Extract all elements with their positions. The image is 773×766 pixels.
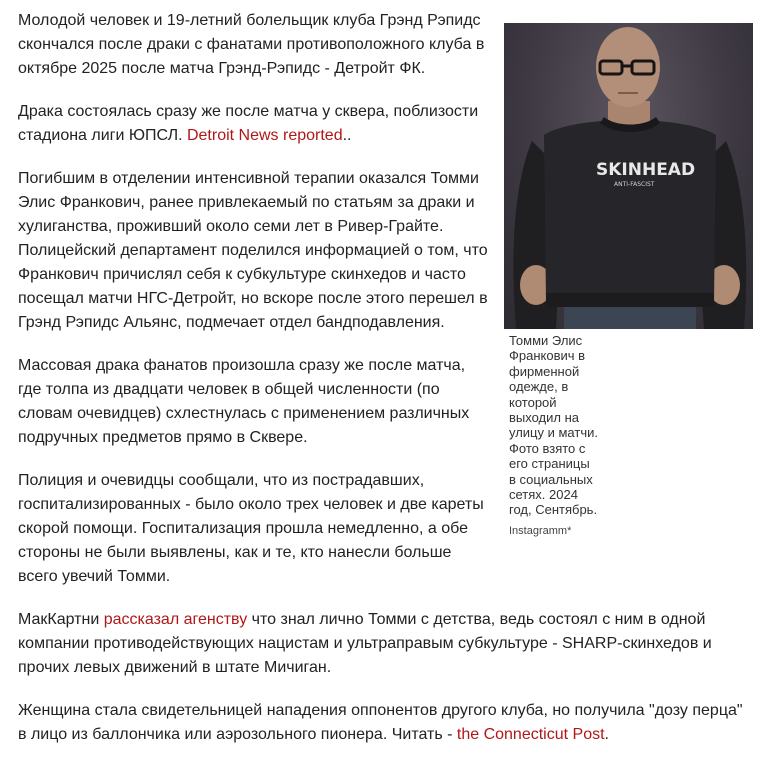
agency-link[interactable]: рассказал агенству [103, 611, 248, 628]
article-body [18, 9, 753, 766]
sweater [544, 120, 716, 303]
jeans [564, 307, 696, 329]
shirt-print-subtext: ANTI-FASCIST [614, 181, 655, 188]
paragraph-2-tail: .. [342, 127, 352, 144]
photo-illustration [504, 23, 753, 329]
article-photo[interactable] [504, 23, 753, 329]
shirt-print-text: SKINHEAD [596, 160, 696, 180]
paragraph-3: Погибшим в отделении интенсивной терапии оказался Томми Элис Франкович, ранее привлекаемый по статьям за драки и хулиганства, проживший около семи лет в Ривер-Грайте. Полицейский департамент поделился информацией о том, что Франкович причислял себя к субкультуре скинхедов и часто посещал матчи НГС-Детройт, но вскоре после этого перешел в Грэнд Рэпидс Альянс, подмечает отдел бандподавления. [18, 170, 488, 331]
paragraph-2-text: Драка состоялась сразу же после матча у сквера, поблизости стадиона лиги ЮПСЛ. [18, 103, 479, 144]
connecticut-post-link[interactable]: the Connecticut Post [456, 726, 605, 743]
article-figure [504, 23, 754, 537]
paragraph-7-tail: . [604, 726, 609, 743]
paragraph-7 [18, 699, 753, 747]
sweater-hem [546, 293, 714, 307]
paragraph-7-text: Женщина стала свидетельницей нападения оппонентов другого клуба, но получила "дозу перца" в лицо из баллончика или аэрозольного пионера. Читать - [18, 702, 743, 743]
paragraph-4: Массовая драка фанатов произошла сразу же после матча, где толпа из двадцати человек в общей численности (по словам очевидцев) схлестнулась с применением различных подручных предметов прямо в Сквере. [18, 357, 470, 446]
paragraph-6 [18, 608, 753, 680]
photo-caption: Томми Элис Франкович в фирменной одежде, в которой выходил на улицу и матчи. Фото взято с его страницы в социальных сетях. 2024 год, Сентябрь. [509, 333, 598, 518]
paragraph-6-start: МакКартни [18, 611, 104, 628]
paragraph-5: Полиция и очевидцы сообщали, что из пострадавших, госпитализированных - было около трех человек и две кареты скорой помощи. Госпитализация прошла немедленно, а обе стороны не были выявлены, как и те, кто нанесли больше всего увечий Томми. [18, 472, 484, 585]
paragraph-6-tail: что знал лично Томми с детства, ведь состоял с ним в одной компании противодействующих нацистам и ультраправым субкультуре - SHARP-скинхедов и прочих левых движений в штате Мичиган. [18, 611, 712, 676]
detroit-news-link[interactable]: Detroit News reported [186, 127, 343, 144]
photo-credit: Instagramm* [509, 524, 572, 537]
paragraph-1: Молодой человек и 19-летний болельщик клуба Грэнд Рэпидс скончался после драки с фанатами противоположного клуба в октябре 2025 после матча Грэнд-Рэпидс - Детройт ФК. [18, 12, 485, 77]
